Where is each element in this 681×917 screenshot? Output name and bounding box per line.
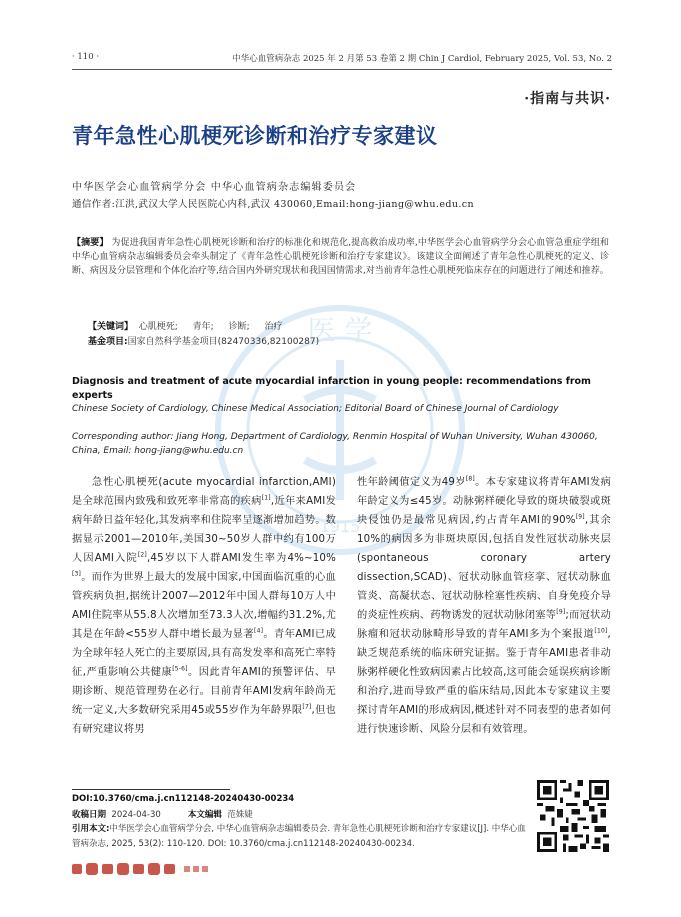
svg-text:1915: 1915 <box>319 517 361 536</box>
citation-ref[interactable]: [8] <box>465 475 475 483</box>
abstract-text: 为促进我国青年急性心肌梗死诊断和治疗的标准化和规范化,提高救治成功率,中华医学会心血管病学分会心血管急重症学组和中华心血管病杂志编辑委员会牵头制定了《青年急性心肌梗死诊断和治疗专家建议》。该建议全面阐述了青年急性心肌梗死的定义、诊断、病因及分层管理和个体化治疗等,结合国内外研究现状和我国国情需求,对当前青年急性心肌梗死临床存在的问题进行了阐述和推荐。 <box>72 238 609 277</box>
header-rule <box>72 69 612 70</box>
journal-citation-header: 中华心血管病杂志 2025 年 2 月第 53 卷第 2 期 Chin J Cardiol, February 2025, Vol. 53, No. 2 <box>232 54 612 64</box>
authors: 中华医学会心血管病学分会 中华心血管病杂志编辑委员会 <box>72 182 357 193</box>
keyword-item: 心肌梗死; <box>138 322 178 332</box>
citation-ref[interactable]: [9] <box>575 513 585 521</box>
citation-info <box>72 822 527 851</box>
body-text: 。因此青年AMI的预警评估、早期诊断、规范管理势在必行。目前青年AMI发病年龄尚无统一定义,大多数研究采用45或55岁作为年龄界限 <box>72 667 336 716</box>
body-text: ,其余10%的病因多为非斑块原因,包括自发性冠状动脉夹层(spontaneous coronary artery dissection,SCAD)、冠状动脉血管痉挛、冠状动脉血管炎、高凝状态、冠状动脉栓塞性疾病、自身免疫介导的炎症性疾病、药物诱发的冠状动脉闭塞等 <box>357 515 612 621</box>
citation-ref[interactable]: [5-6] <box>172 665 188 673</box>
citation-label: 引用本文: <box>72 824 110 834</box>
footnote-rule <box>72 789 230 790</box>
body-column-right <box>357 473 611 739</box>
received-date: 2024-04-30 <box>111 810 161 820</box>
page-number: · 110 · <box>72 52 100 62</box>
english-corresponding: Corresponding author: Jiang Hong, Department of Cardiology, Renmin Hospital of Wuhan University, Wuhan 430060, China, Email: hong-jiang@whu.edu.cn <box>72 432 598 456</box>
body-text: ;而冠状动脉瘤和冠状动脉畸形导致的青年AMI多为个案报道 <box>357 610 611 640</box>
doi <box>72 794 294 804</box>
keyword-item: 青年; <box>192 322 214 332</box>
fund-text: 国家自然科学基金项目(82470336,82100287) <box>127 337 320 347</box>
keywords-label: 【关键词】 <box>88 322 134 332</box>
body-text: ,但也有研究建议将男 <box>72 705 336 735</box>
fund-label: 基金项目: <box>88 337 128 347</box>
fund-info <box>88 334 319 347</box>
body-column-left <box>72 473 336 739</box>
body-text: 。青年AMI已成为全球年轻人死亡的主要原因,具有高发发率和高死亡率特征,严重影响公共健康 <box>72 629 336 678</box>
svg-text:医 学: 医 学 <box>307 314 373 347</box>
citation-ref[interactable]: [9] <box>556 608 566 616</box>
citation-ref[interactable]: [10] <box>594 627 608 635</box>
citation-ref[interactable]: [4] <box>254 627 264 635</box>
section-label: ·指南与共识· <box>524 91 611 107</box>
qr-code[interactable] <box>537 780 609 852</box>
editor-label: 本文编辑 <box>187 810 222 820</box>
citation-ref[interactable]: [7] <box>302 703 312 711</box>
citation-ref[interactable]: [2] <box>137 551 147 559</box>
citation-text: 中华医学会心血管病学分会, 中华心血管病杂志编辑委员会. 青年急性心肌梗死诊断和治疗专家建议[J]. 中华心血管病杂志, 2025, 53(2): 110-120. DOI: 10.3760/cma.j.cn112148-20240430-00234. <box>72 824 526 849</box>
body-text: 性年龄阈值定义为49岁 <box>357 477 466 488</box>
abstract <box>72 236 609 279</box>
abstract-label: 【摘要】 <box>72 238 109 248</box>
running-header <box>72 52 612 66</box>
received-label: 收稿日期 <box>72 810 107 820</box>
body-text: 。而作为世界上最大的发展中国家,中国面临沉重的心血管疾病负担,据统计2007—2012年中国人群每10万人中AMI住院率从55.8人次增加至73.3人次,增幅约31.2%,尤其是在年龄<55岁人群中增长最为显著 <box>72 572 336 640</box>
received-editor <box>72 808 253 820</box>
journal-logo <box>72 860 232 878</box>
citation-ref[interactable]: [1] <box>261 494 271 502</box>
editor-name: 范姝婕 <box>227 810 253 820</box>
body-text: 急性心肌梗死(acute myocardial infarction,AMI)是全球范围内致残和致死率非常高的疾病 <box>72 477 336 507</box>
article-title: 青年急性心肌梗死诊断和治疗专家建议 <box>72 124 438 148</box>
body-text: ,近年来AMI发病年龄日益年轻化,其发病率和住院率呈逐渐增加趋势。数据显示2001—2010年,美国30~50岁人群中约有100万人因AMI入院 <box>72 496 336 564</box>
body-text: ,缺乏规范系统的临床研究证据。鉴于青年AMI患者非动脉粥样硬化性致病因素占比较高,这可能会延误疾病诊断和治疗,进而导致严重的临床结局,因此本专家建议主要探讨青年AMI的形成病因,概述针对不同表型的患者如何进行快速诊断、风险分层和有效管理。 <box>357 629 611 735</box>
corresponding-author: 通信作者:江洪,武汉大学人民医院心内科,武汉 430060,Email:hong-jiang@whu.edu.cn <box>72 199 474 210</box>
english-title: Diagnosis and treatment of acute myocardial infarction in young people: recommendations from experts <box>72 376 591 401</box>
keywords <box>88 319 295 332</box>
english-affiliation: Chinese Society of Cardiology, Chinese Medical Association; Editorial Board of Chinese Journal of Cardiology <box>72 404 559 414</box>
body-text: 。本专家建议将青年AMI发病年龄定义为≤45岁。动脉粥样硬化导致的斑块破裂或斑块侵蚀仍是最常见病因,约占青年AMI的90% <box>357 477 611 526</box>
keyword-item: 治疗 <box>264 322 283 332</box>
keyword-item: 诊断; <box>228 322 250 332</box>
doi-text[interactable]: DOI:10.3760/cma.j.cn112148-20240430-00234 <box>72 794 295 804</box>
body-text: ,45岁以下人群AMI发生率为4%~10% <box>146 553 336 564</box>
citation-ref[interactable]: [3] <box>72 570 82 578</box>
